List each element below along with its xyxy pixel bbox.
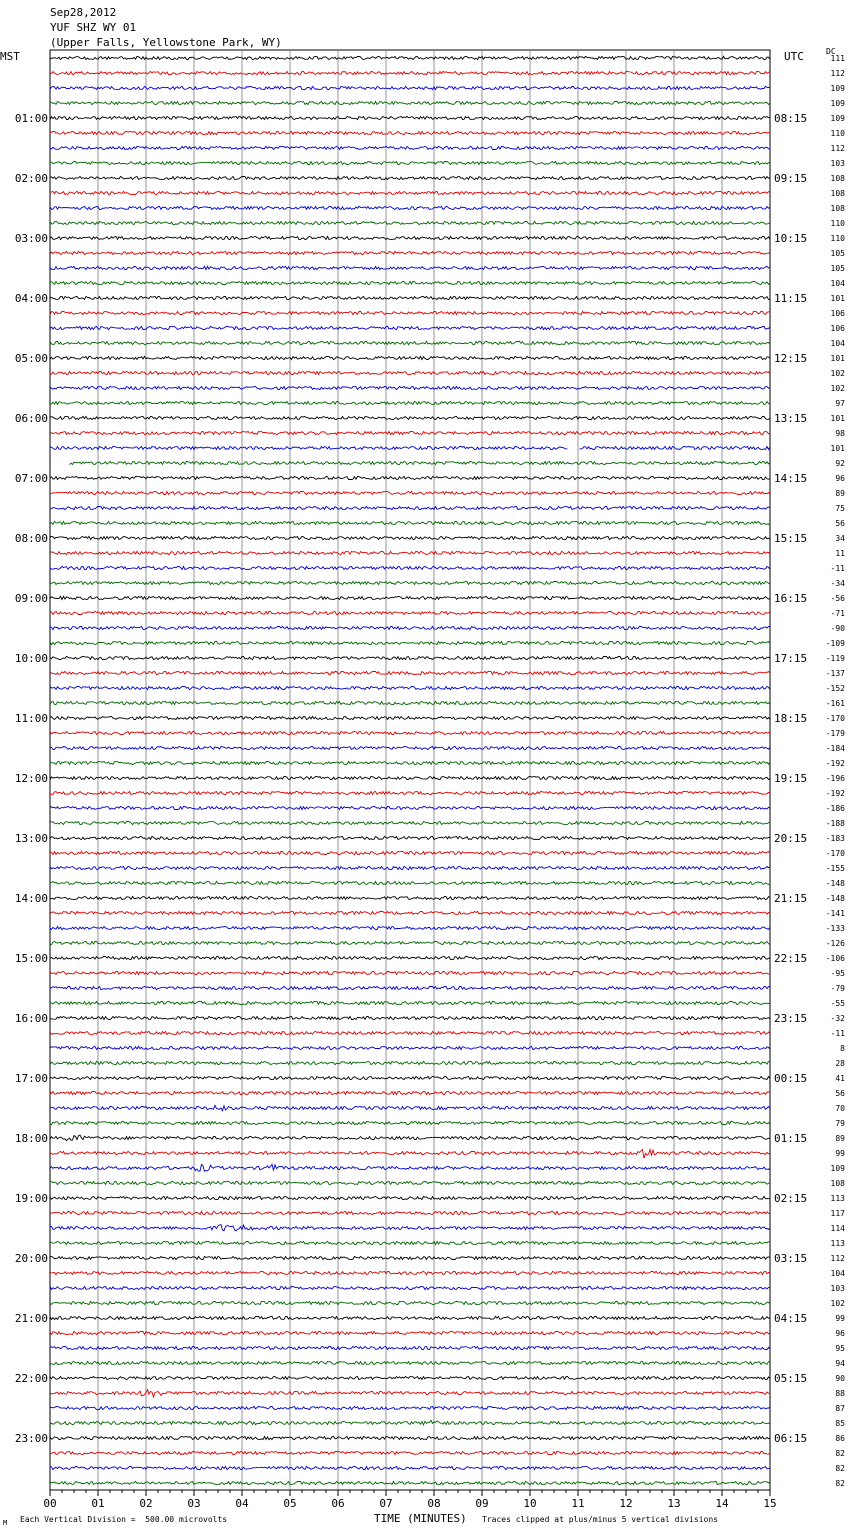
trace-line	[50, 866, 770, 869]
dc-offset-label: 109	[830, 99, 845, 108]
left-hour-label: 21:00	[14, 1312, 48, 1325]
trace-line	[50, 491, 770, 494]
trace-line	[50, 1076, 770, 1079]
trace-line	[50, 1271, 770, 1274]
dc-offset-label: -106	[825, 954, 845, 963]
right-hour-label: 14:15	[774, 472, 808, 485]
dc-offset-label: 56	[835, 1089, 845, 1098]
dc-offset-label: 110	[830, 234, 845, 243]
left-hour-label: 19:00	[14, 1192, 48, 1205]
right-hour-label: 18:15	[774, 712, 808, 725]
trace-line	[50, 1001, 770, 1004]
dc-offset-label: 110	[830, 219, 845, 228]
x-tick-label: 09	[475, 1497, 489, 1510]
trace-line	[50, 161, 770, 164]
trace-line	[50, 146, 770, 149]
dc-column-label: DC	[826, 47, 836, 56]
trace-line	[50, 521, 770, 524]
dc-offset-label: -152	[825, 684, 845, 693]
x-tick-label: 02	[139, 1497, 153, 1510]
dc-offset-label: 82	[835, 1464, 845, 1473]
dc-offset-label: 105	[830, 264, 845, 273]
left-hour-label: 22:00	[14, 1372, 48, 1385]
dc-offset-label: 102	[830, 369, 845, 378]
dc-offset-label: -56	[830, 594, 845, 603]
trace-line	[50, 1481, 770, 1484]
trace-line	[50, 626, 770, 629]
dc-offset-label: 102	[830, 384, 845, 393]
trace-line	[50, 581, 770, 584]
dc-offset-label: 90	[835, 1374, 845, 1383]
dc-offset-label: 101	[830, 444, 845, 453]
trace-line	[50, 1466, 770, 1469]
trace-line	[50, 116, 770, 119]
dc-offset-label: 105	[830, 249, 845, 258]
trace-line	[50, 821, 770, 824]
left-hour-label: 08:00	[14, 532, 48, 545]
dc-offset-label: 104	[830, 339, 845, 348]
dc-offset-label: -95	[830, 969, 845, 978]
trace-line	[50, 416, 770, 419]
clip-note: Traces clipped at plus/minus 5 vertical divisions	[482, 1515, 719, 1524]
dc-offset-label: 99	[835, 1149, 845, 1158]
trace-line	[50, 551, 770, 554]
dc-offset-label: 85	[835, 1419, 845, 1428]
x-tick-label: 00	[43, 1497, 57, 1510]
dc-offset-label: 82	[835, 1449, 845, 1458]
right-hour-label: 22:15	[774, 952, 808, 965]
trace-line	[50, 1061, 770, 1064]
trace-line	[50, 986, 770, 989]
right-timezone-label: UTC	[784, 50, 804, 63]
trace-line	[50, 1091, 770, 1094]
trace-line	[50, 971, 770, 974]
dc-offset-label: 111	[830, 54, 845, 63]
right-hour-label: 23:15	[774, 1012, 808, 1025]
trace-line	[50, 1031, 770, 1034]
trace-line	[50, 1361, 770, 1364]
footer-mark: M	[3, 1519, 8, 1527]
trace-line	[50, 596, 770, 599]
trace-line	[50, 311, 770, 314]
trace-line	[50, 506, 770, 509]
trace-line	[50, 71, 770, 74]
trace-line	[70, 461, 771, 464]
dc-offset-label: -188	[825, 819, 845, 828]
x-tick-label: 15	[763, 1497, 777, 1510]
trace-line	[50, 716, 770, 719]
dc-offset-label: 89	[835, 489, 845, 498]
trace-line	[50, 656, 770, 659]
left-hour-label: 05:00	[14, 352, 48, 365]
dc-offset-label: 106	[830, 324, 845, 333]
x-tick-label: 14	[715, 1497, 729, 1510]
dc-offset-label: 113	[830, 1239, 845, 1248]
trace-line	[50, 806, 770, 809]
dc-offset-label: 99	[835, 1314, 845, 1323]
chart-location: (Upper Falls, Yellowstone Park, WY)	[50, 36, 282, 49]
left-hour-label: 17:00	[14, 1072, 48, 1085]
dc-offset-label: 117	[830, 1209, 845, 1218]
dc-offset-label: 101	[830, 354, 845, 363]
right-hour-label: 21:15	[774, 892, 808, 905]
trace-line	[50, 446, 770, 449]
right-hour-label: 08:15	[774, 112, 808, 125]
right-hour-label: 15:15	[774, 532, 808, 545]
left-hour-label: 12:00	[14, 772, 48, 785]
dc-offset-label: 8	[840, 1044, 845, 1053]
dc-offset-label: -184	[825, 744, 845, 753]
dc-offset-label: 34	[835, 534, 845, 543]
trace-line	[50, 476, 770, 479]
trace-line	[50, 536, 770, 539]
dc-offset-label: 11	[835, 549, 845, 558]
dc-offset-label: 110	[830, 129, 845, 138]
trace-line	[50, 1196, 770, 1199]
dc-offset-label: -183	[825, 834, 845, 843]
trace-line	[50, 611, 770, 614]
dc-offset-label: 108	[830, 1179, 845, 1188]
right-hour-label: 04:15	[774, 1312, 808, 1325]
scale-note: Each Vertical Division = 500.00 microvolts	[20, 1515, 228, 1524]
dc-offset-label: 75	[835, 504, 845, 513]
trace-line	[50, 86, 770, 89]
dc-offset-label: 103	[830, 1284, 845, 1293]
trace-line	[50, 386, 770, 389]
trace-line	[50, 1316, 770, 1319]
trace-line	[50, 266, 770, 269]
trace-line	[50, 1376, 770, 1379]
trace-line	[50, 236, 770, 239]
dc-offset-label: 104	[830, 1269, 845, 1278]
right-hour-label: 01:15	[774, 1132, 808, 1145]
trace-line	[50, 926, 770, 929]
left-hour-label: 04:00	[14, 292, 48, 305]
right-hour-label: 03:15	[774, 1252, 808, 1265]
dc-offset-label: -126	[825, 939, 845, 948]
right-hour-label: 10:15	[774, 232, 808, 245]
trace-line	[50, 371, 770, 374]
dc-offset-label: 108	[830, 204, 845, 213]
trace-line	[50, 1256, 770, 1259]
x-tick-label: 11	[571, 1497, 585, 1510]
left-hour-label: 10:00	[14, 652, 48, 665]
dc-offset-label: 104	[830, 279, 845, 288]
dc-offset-label: 96	[835, 1329, 845, 1338]
dc-offset-label: 89	[835, 1134, 845, 1143]
left-hour-label: 01:00	[14, 112, 48, 125]
right-hour-label: 17:15	[774, 652, 808, 665]
left-hour-label: 02:00	[14, 172, 48, 185]
dc-offset-label: 94	[835, 1359, 845, 1368]
trace-line	[50, 671, 770, 674]
right-hour-label: 16:15	[774, 592, 808, 605]
x-tick-label: 12	[619, 1497, 633, 1510]
left-hour-label: 18:00	[14, 1132, 48, 1145]
dc-offset-label: 106	[830, 309, 845, 318]
trace-line	[50, 1211, 770, 1214]
trace-line	[50, 1121, 770, 1124]
trace-line	[50, 1241, 770, 1244]
right-hour-label: 11:15	[774, 292, 808, 305]
dc-offset-label: -192	[825, 789, 845, 798]
trace-line	[50, 941, 770, 944]
dc-offset-label: 79	[835, 1119, 845, 1128]
trace-line	[50, 1406, 770, 1409]
trace-line	[50, 836, 770, 839]
dc-offset-label: 113	[830, 1194, 845, 1203]
trace-line	[50, 191, 770, 194]
dc-offset-label: 112	[830, 144, 845, 153]
dc-offset-label: 102	[830, 1299, 845, 1308]
dc-offset-label: -192	[825, 759, 845, 768]
trace-line	[50, 896, 770, 899]
dc-offset-label: -71	[830, 609, 845, 618]
trace-line	[50, 641, 770, 644]
trace-line	[50, 731, 770, 734]
x-tick-label: 01	[91, 1497, 105, 1510]
trace-line	[50, 326, 770, 329]
trace-line	[50, 131, 770, 134]
left-hour-label: 11:00	[14, 712, 48, 725]
trace-line	[50, 1016, 770, 1019]
dc-offset-label: -170	[825, 714, 845, 723]
chart-station: YUF SHZ WY 01	[50, 21, 137, 34]
dc-offset-label: 103	[830, 159, 845, 168]
trace-line	[50, 296, 770, 299]
left-hour-label: 06:00	[14, 412, 48, 425]
left-hour-label: 09:00	[14, 592, 48, 605]
right-hour-label: 09:15	[774, 172, 808, 185]
trace-line	[50, 356, 770, 359]
trace-line	[50, 401, 770, 404]
dc-offset-label: 112	[830, 69, 845, 78]
trace-line	[50, 1346, 770, 1349]
dc-offset-label: 96	[835, 474, 845, 483]
right-hour-label: 13:15	[774, 412, 808, 425]
dc-offset-label: 101	[830, 294, 845, 303]
right-hour-label: 12:15	[774, 352, 808, 365]
left-timezone-label: MST	[0, 50, 20, 63]
trace-line	[50, 101, 770, 104]
dc-offset-label: 86	[835, 1434, 845, 1443]
trace-line	[50, 251, 770, 254]
trace-line	[50, 776, 770, 779]
dc-offset-label: -133	[825, 924, 845, 933]
dc-offset-label: 92	[835, 459, 845, 468]
trace-line	[50, 1046, 770, 1049]
left-hour-label: 15:00	[14, 952, 48, 965]
trace-line	[50, 881, 770, 884]
trace-line	[50, 1135, 770, 1141]
trace-line	[50, 701, 770, 704]
x-tick-label: 05	[283, 1497, 297, 1510]
left-hour-label: 13:00	[14, 832, 48, 845]
trace-line	[50, 1181, 770, 1184]
dc-offset-label: 112	[830, 1254, 845, 1263]
dc-offset-label: -34	[830, 579, 845, 588]
dc-offset-label: -148	[825, 894, 845, 903]
trace-line	[50, 746, 770, 749]
dc-offset-label: -161	[825, 699, 845, 708]
trace-line	[50, 206, 770, 209]
dc-offset-label: 98	[835, 429, 845, 438]
trace-line	[50, 341, 770, 344]
trace-line	[50, 431, 770, 434]
dc-offset-label: 70	[835, 1104, 845, 1113]
trace-line	[50, 221, 770, 224]
dc-offset-label: 87	[835, 1404, 845, 1413]
trace-line	[50, 1390, 770, 1397]
right-hour-label: 02:15	[774, 1192, 808, 1205]
right-hour-label: 05:15	[774, 1372, 808, 1385]
dc-offset-label: 109	[830, 114, 845, 123]
dc-offset-label: -90	[830, 624, 845, 633]
dc-offset-label: -55	[830, 999, 845, 1008]
dc-offset-label: 109	[830, 1164, 845, 1173]
trace-line	[50, 1150, 770, 1159]
trace-line	[50, 1420, 770, 1425]
trace-line	[50, 176, 770, 179]
left-hour-label: 20:00	[14, 1252, 48, 1265]
left-hour-label: 07:00	[14, 472, 48, 485]
right-hour-label: 00:15	[774, 1072, 808, 1085]
dc-offset-label: 88	[835, 1389, 845, 1398]
x-tick-label: 06	[331, 1497, 345, 1510]
x-tick-label: 10	[523, 1497, 537, 1510]
left-hour-label: 14:00	[14, 892, 48, 905]
dc-offset-label: -179	[825, 729, 845, 738]
trace-line	[50, 956, 770, 959]
dc-offset-label: -32	[830, 1014, 845, 1023]
x-tick-label: 04	[235, 1497, 249, 1510]
trace-line	[50, 1164, 770, 1171]
left-hour-label: 03:00	[14, 232, 48, 245]
trace-line	[50, 761, 770, 764]
trace-line	[50, 1301, 770, 1304]
dc-offset-label: 41	[835, 1074, 845, 1083]
trace-line	[50, 1225, 770, 1231]
trace-line	[50, 1331, 770, 1334]
dc-offset-label: -137	[825, 669, 845, 678]
dc-offset-label: -170	[825, 849, 845, 858]
trace-line	[50, 851, 770, 854]
x-axis-label: TIME (MINUTES)	[374, 1512, 467, 1525]
trace-line	[50, 686, 770, 689]
dc-offset-label: 97	[835, 399, 845, 408]
dc-offset-label: -196	[825, 774, 845, 783]
dc-offset-label: 56	[835, 519, 845, 528]
dc-offset-label: -79	[830, 984, 845, 993]
dc-offset-label: -186	[825, 804, 845, 813]
dc-offset-label: -141	[825, 909, 845, 918]
dc-offset-label: -109	[825, 639, 845, 648]
x-tick-label: 08	[427, 1497, 441, 1510]
dc-offset-label: -119	[825, 654, 845, 663]
dc-offset-label: 28	[835, 1059, 845, 1068]
trace-line	[50, 1436, 770, 1439]
x-tick-label: 07	[379, 1497, 393, 1510]
dc-offset-label: 101	[830, 414, 845, 423]
right-hour-label: 20:15	[774, 832, 808, 845]
dc-offset-label: 82	[835, 1479, 845, 1488]
trace-line	[50, 791, 770, 794]
trace-line	[50, 281, 770, 284]
trace-line	[50, 566, 770, 569]
dc-offset-label: 109	[830, 84, 845, 93]
right-hour-label: 06:15	[774, 1432, 808, 1445]
left-hour-label: 16:00	[14, 1012, 48, 1025]
trace-line	[50, 56, 770, 59]
trace-line	[50, 1286, 770, 1289]
trace-line	[50, 911, 770, 914]
dc-offset-label: 95	[835, 1344, 845, 1353]
x-tick-label: 03	[187, 1497, 201, 1510]
trace-line	[50, 1451, 770, 1454]
dc-offset-label: 114	[830, 1224, 845, 1233]
chart-date: Sep28,2012	[50, 6, 117, 19]
dc-offset-label: -155	[825, 864, 845, 873]
dc-offset-label: 108	[830, 174, 845, 183]
trace-line	[50, 1105, 770, 1110]
dc-offset-label: -11	[830, 1029, 845, 1038]
dc-offset-label: -148	[825, 879, 845, 888]
left-hour-label: 23:00	[14, 1432, 48, 1445]
right-hour-label: 19:15	[774, 772, 808, 785]
x-tick-label: 13	[667, 1497, 681, 1510]
dc-offset-label: -11	[830, 564, 845, 573]
dc-offset-label: 108	[830, 189, 845, 198]
